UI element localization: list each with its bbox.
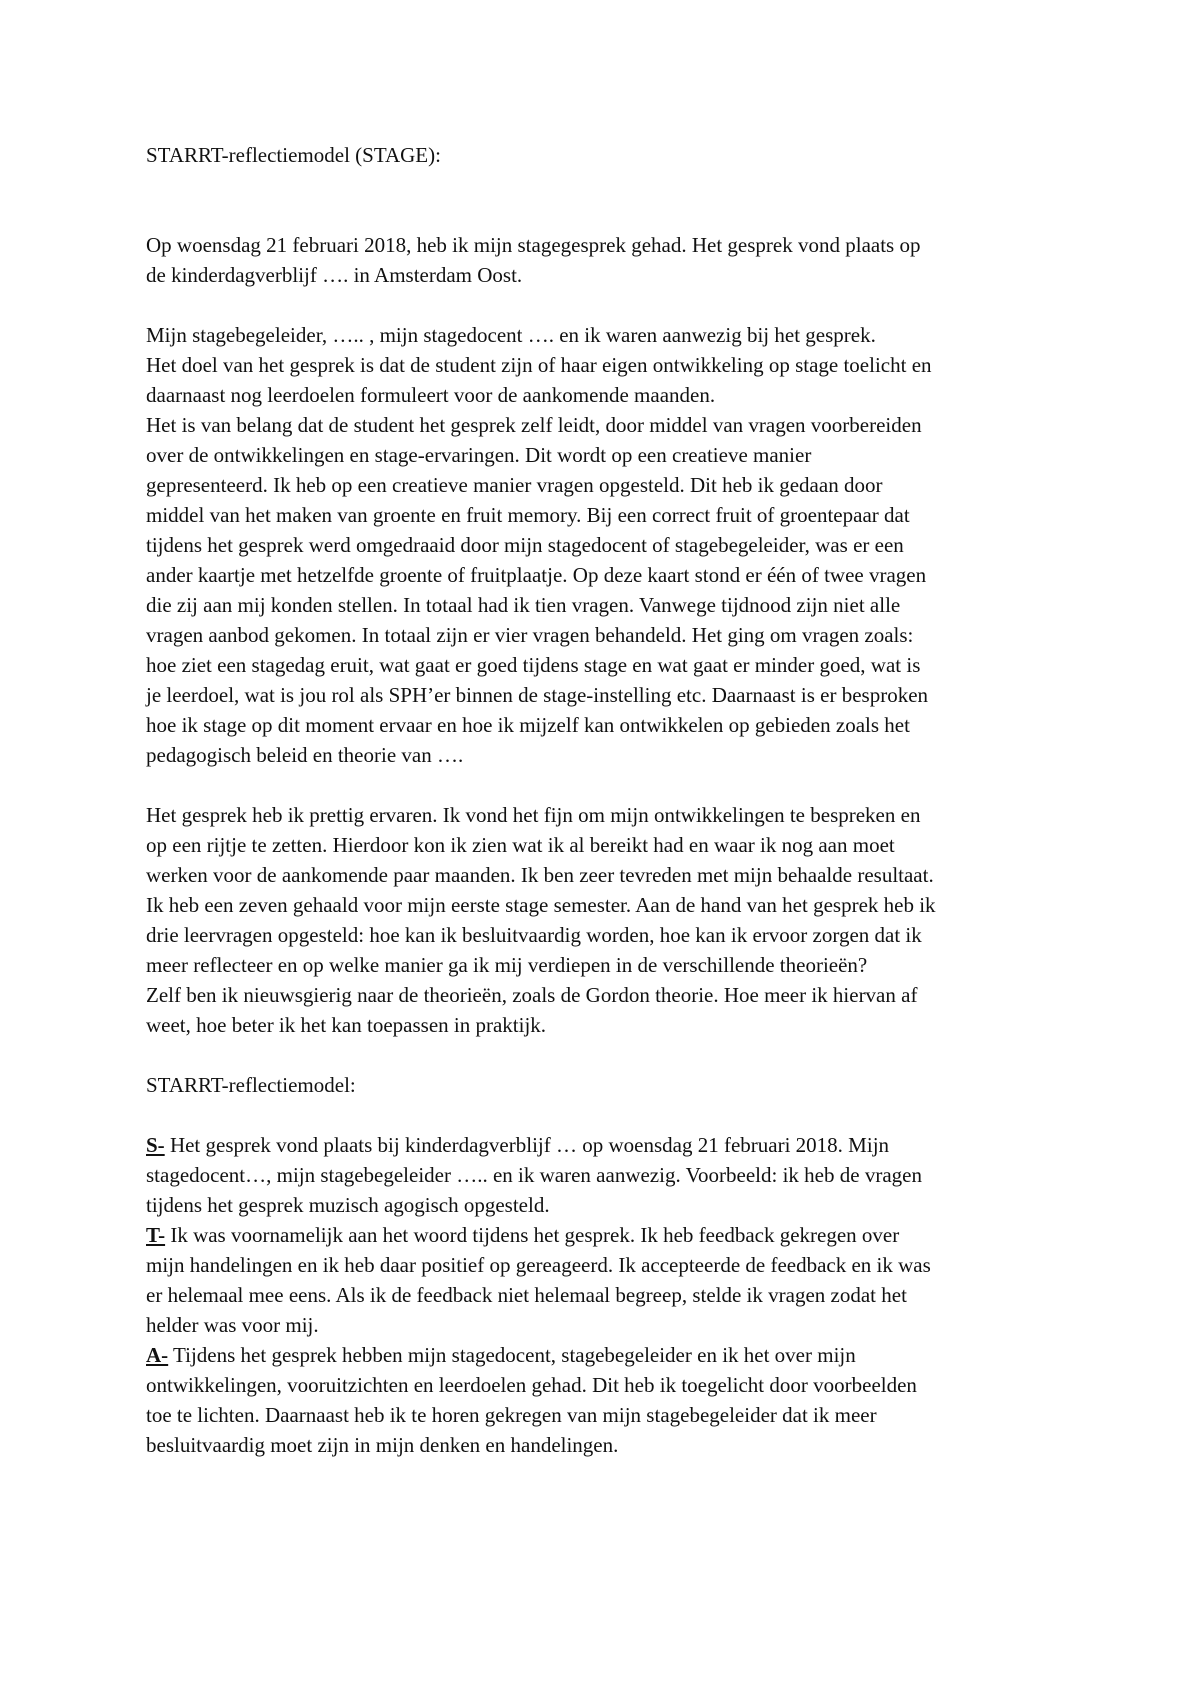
section-text: Het gesprek vond plaats bij kinderdagverblijf … op woensdag 21 februari 2018. Mijn (164, 1133, 890, 1157)
blank-line (146, 290, 1066, 320)
text-line: Op woensdag 21 februari 2018, heb ik mijn stagegesprek gehad. Het gesprek vond plaats op (146, 233, 921, 257)
blank-line (146, 1040, 1066, 1070)
section-label-s: S- (146, 1133, 165, 1157)
text-line (146, 1310, 1066, 1340)
text-line: toe te lichten. Daarnaast heb ik te horen gekregen van mijn stagebegeleider dat ik meer (146, 1403, 877, 1427)
text-line: drie leervragen opgesteld: hoe kan ik besluitvaardig worden, hoe kan ik ervoor zorgen dat ik (146, 923, 922, 947)
text-line: tijdens het gesprek werd omgedraaid door mijn stagedocent of stagebegeleider, was er een (146, 533, 904, 557)
text-line: daarnaast nog leerdoelen formuleert voor de aankomende maanden. (146, 383, 716, 407)
text-line: op een rijtje te zetten. Hierdoor kon ik zien wat ik al bereikt had en waar ik nog aan moet (146, 833, 895, 857)
section-text: helder was voor mij. (146, 1313, 319, 1337)
section-situation (146, 1130, 1066, 1220)
text-line (146, 1130, 1066, 1160)
text-line: Zelf ben ik nieuwsgierig naar de theorieën, zoals de Gordon theorie. Hoe meer ik hiervan af (146, 983, 918, 1007)
text-line: vragen aanbod gekomen. In totaal zijn er vier vragen behandeld. Het ging om vragen zoals: (146, 623, 914, 647)
text-line: ander kaartje met hetzelfde groente of fruitplaatje. Op deze kaart stond er één of twee vragen (146, 563, 927, 587)
text-line: ontwikkelingen, vooruitzichten en leerdoelen gehad. Dit heb ik toegelicht door voorbeelden (146, 1373, 917, 1397)
blank-line (146, 1100, 1066, 1130)
text-line: Ik heb een zeven gehaald voor mijn eerste stage semester. Aan de hand van het gesprek heb ik (146, 893, 936, 917)
text-line: Het gesprek heb ik prettig ervaren. Ik vond het fijn om mijn ontwikkelingen te bespreken en (146, 803, 921, 827)
section-label-a: A- (146, 1343, 169, 1367)
text-line: de kinderdagverblijf …. in Amsterdam Oost. (146, 263, 523, 287)
text-line: gepresenteerd. Ik heb op een creatieve manier vragen opgesteld. Dit heb ik gedaan door (146, 473, 883, 497)
text-line: hoe ik stage op dit moment ervaar en hoe ik mijzelf kan ontwikkelen op gebieden zoals het (146, 713, 910, 737)
document-title: STARRT-reflectiemodel (STAGE): (146, 143, 441, 167)
text-line: stagedocent…, mijn stagebegeleider ….. en ik waren aanwezig. Voorbeeld: ik heb de vragen (146, 1163, 922, 1187)
text-line: meer reflecteer en op welke manier ga ik mij verdiepen in de verschillende theorieën? (146, 953, 868, 977)
document-body (146, 140, 1066, 1460)
text-line: hoe ziet een stagedag eruit, wat gaat er goed tijdens stage en wat gaat er minder goed, wat is (146, 653, 921, 677)
blank-line (146, 170, 1066, 200)
section-label-t: T- (146, 1223, 166, 1247)
section-text: besluitvaardig moet zijn in mijn denken en handelingen. (146, 1433, 619, 1457)
text-line: middel van het maken van groente en fruit memory. Bij een correct fruit of groentepaar dat (146, 503, 910, 527)
paragraph-context (146, 320, 1066, 770)
text-line (146, 1220, 1066, 1250)
paragraph-intro (146, 230, 1066, 290)
text-line: Het doel van het gesprek is dat de student zijn of haar eigen ontwikkeling op stage toelicht en (146, 353, 932, 377)
text-line: tijdens het gesprek muzisch agogisch opgesteld. (146, 1193, 550, 1217)
text-line: over de ontwikkelingen en stage-ervaringen. Dit wordt op een creatieve manier (146, 443, 812, 467)
text-line: die zij aan mij konden stellen. In totaal had ik tien vragen. Vanwege tijdnood zijn niet alle (146, 593, 901, 617)
section-text: Tijdens het gesprek hebben mijn stagedocent, stagebegeleider en ik het over mijn (168, 1343, 856, 1367)
blank-line (146, 770, 1066, 800)
text-line: pedagogisch beleid en theorie van …. (146, 743, 464, 767)
text-line: Mijn stagebegeleider, ….. , mijn stagedocent …. en ik waren aanwezig bij het gesprek. (146, 323, 876, 347)
blank-line (146, 200, 1066, 230)
section-task (146, 1220, 1066, 1340)
text-line: mijn handelingen en ik heb daar positief op gereageerd. Ik accepteerde de feedback en ik was (146, 1253, 931, 1277)
section-text: Ik was voornamelijk aan het woord tijdens het gesprek. Ik heb feedback gekregen over (165, 1223, 900, 1247)
paragraph-experience (146, 800, 1066, 1040)
text-line: Het is van belang dat de student het gesprek zelf leidt, door middel van vragen voorbereiden (146, 413, 922, 437)
text-line (146, 1430, 1066, 1460)
text-line: er helemaal mee eens. Als ik de feedback niet helemaal begreep, stelde ik vragen zodat het (146, 1283, 907, 1307)
section-subtitle: STARRT-reflectiemodel: (146, 1073, 356, 1097)
text-line (146, 1340, 1066, 1370)
text-line: je leerdoel, wat is jou rol als SPH’er binnen de stage-instelling etc. Daarnaast is er besproken (146, 683, 929, 707)
section-action (146, 1340, 1066, 1460)
text-line: werken voor de aankomende paar maanden. Ik ben zeer tevreden met mijn behaalde resultaat. (146, 863, 934, 887)
text-line: weet, hoe beter ik het kan toepassen in praktijk. (146, 1013, 547, 1037)
